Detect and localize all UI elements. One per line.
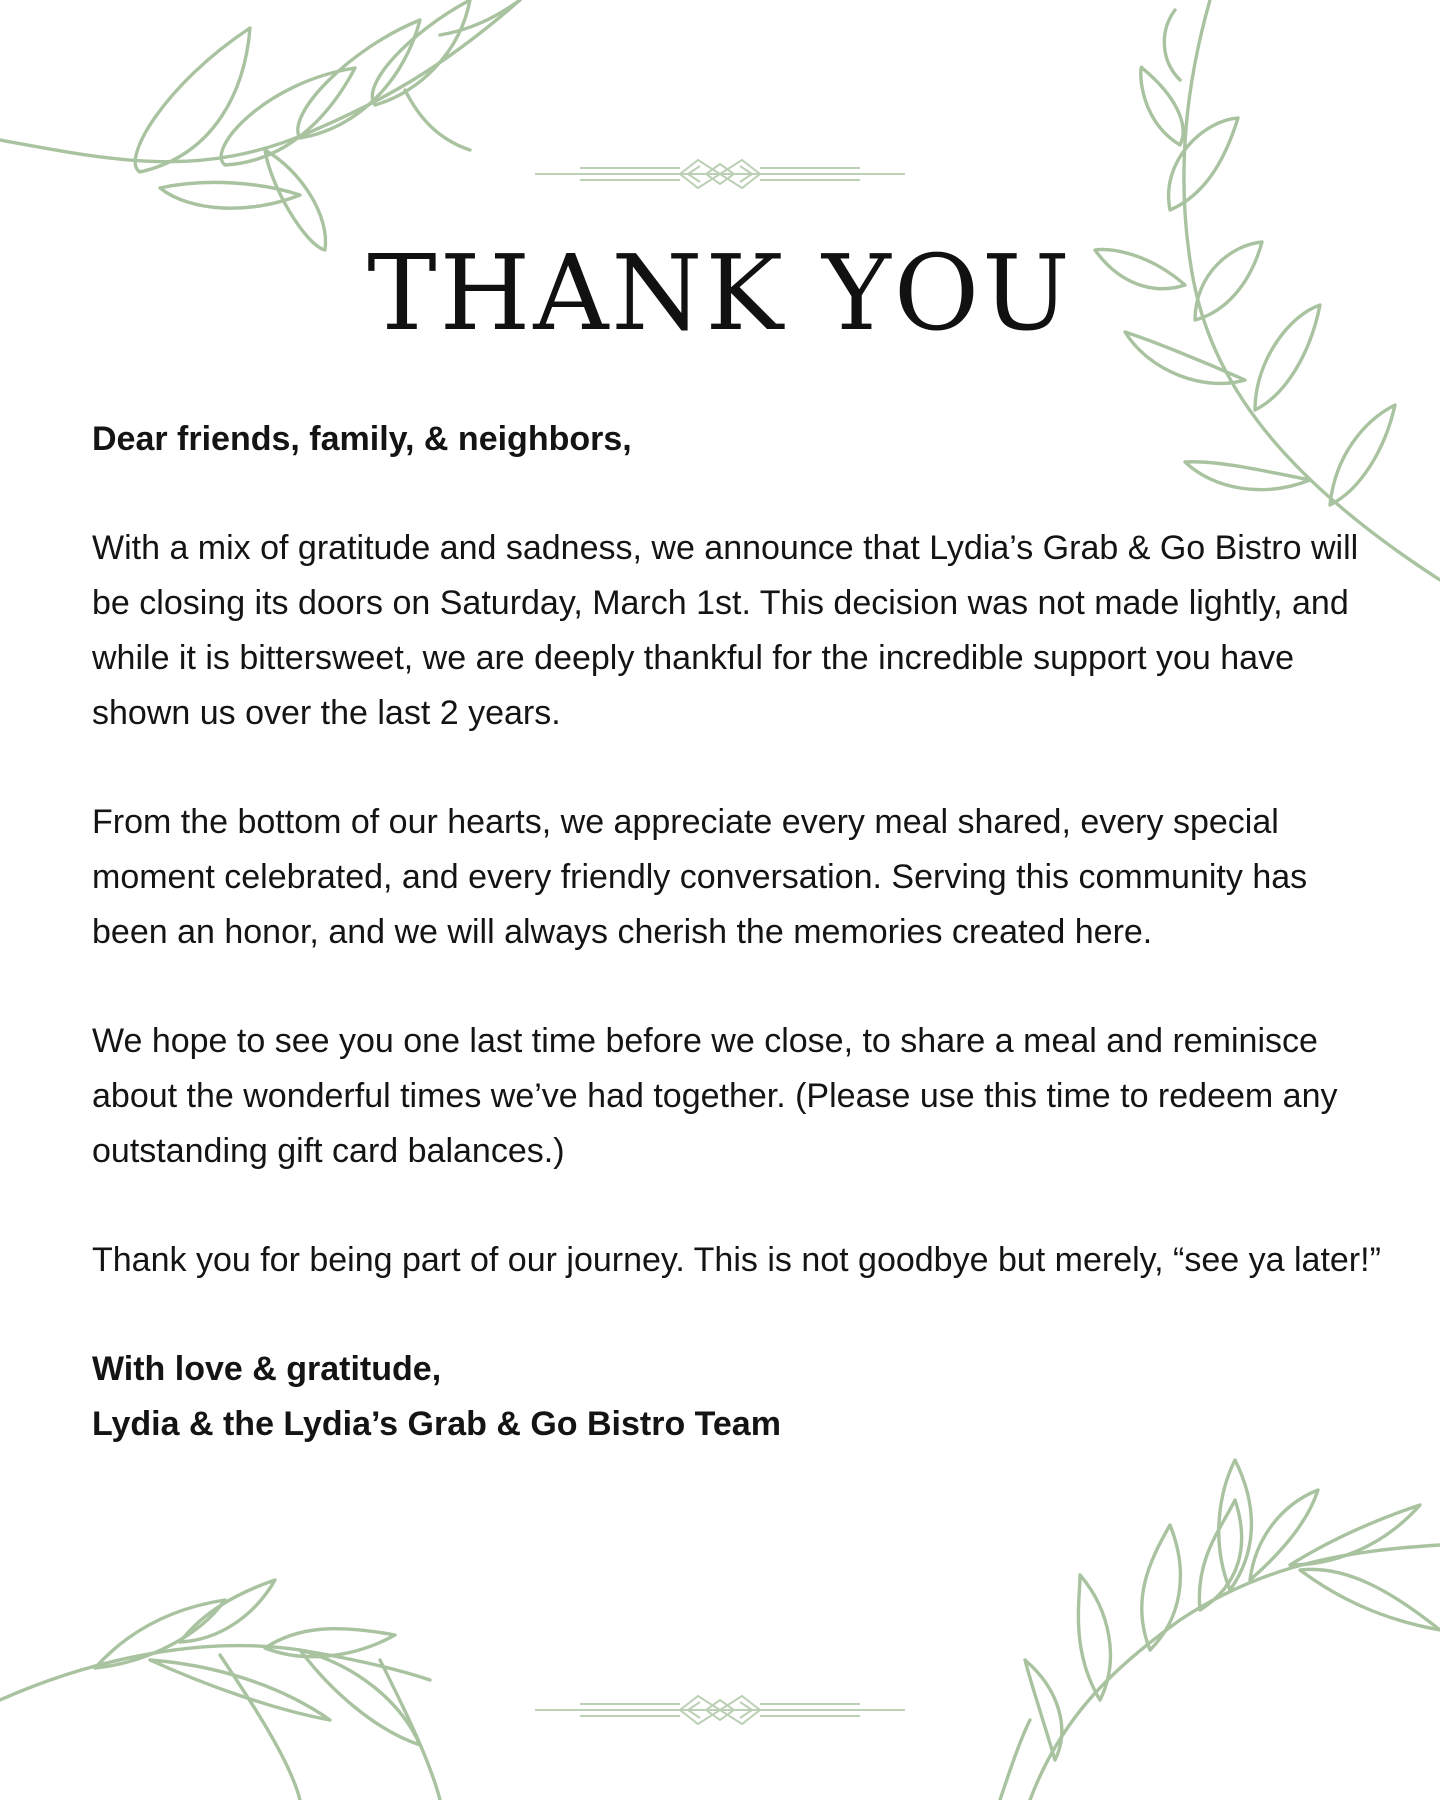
paragraph-invitation: We hope to see you one last time before we close, to share a meal and reminisce about the wonderful times we’ve had together. (Please use this time to redeem any outstanding gift card balances.): [92, 1022, 1338, 1170]
closing-line: With love & gratitude,: [92, 1350, 442, 1388]
signature: Lydia & the Lydia’s Grab & Go Bistro Team: [92, 1405, 781, 1443]
salutation: Dear friends, family, & neighbors,: [92, 420, 632, 458]
art-deco-divider-icon: [535, 160, 905, 188]
letter-body: [92, 412, 1382, 1452]
page-title: THANK YOU: [367, 232, 1073, 354]
paragraph-appreciation: From the bottom of our hearts, we appreciate every meal shared, every special moment celebrated, and every friendly conversation. Serving this community has been an honor, and we will always cherish the memories created here.: [92, 803, 1308, 951]
olive-branch-icon: [1000, 1460, 1440, 1800]
art-deco-divider-icon: [535, 1696, 905, 1724]
paragraph-announcement: With a mix of gratitude and sadness, we announce that Lydia’s Grab & Go Bistro will be closing its doors on Saturday, March 1st. This decision was not made lightly, and while it is bittersweet, we are deeply thankful for the incredible support you have shown us over the last 2 years.: [92, 529, 1359, 732]
paragraph-farewell: Thank you for being part of our journey. This is not goodbye but merely, “see ya later!”: [92, 1241, 1381, 1279]
olive-branch-icon: [0, 1580, 440, 1800]
olive-branch-icon: [0, 0, 520, 250]
